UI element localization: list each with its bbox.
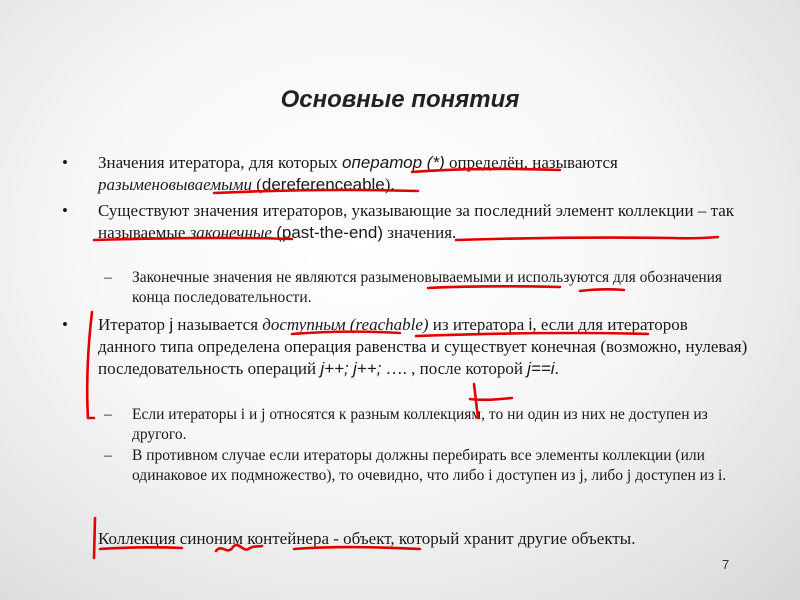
text-run: называется — [173, 315, 263, 334]
text-run: определён, называются — [444, 153, 618, 172]
paragraph-reachable — [98, 314, 748, 380]
text-run: …. , после которой — [381, 359, 528, 378]
text-run: , если для итераторов данного типа определена операция равенства и существует конечная (возможно, нулевая) последовательность операций — [98, 315, 748, 378]
annotation-bracket — [87, 312, 94, 418]
subparagraph-not-dereferenceable: Законечные значения не являются разыменовываемыми и используются для обозначения конца последовательности. — [132, 269, 723, 306]
annotation-bracket — [94, 518, 95, 558]
text-run-term: разыменовываемыми — [98, 175, 252, 194]
dash-marker: – — [104, 447, 112, 464]
annotation-underline — [470, 398, 512, 400]
page-number: 7 — [722, 557, 730, 572]
text-run-operator: оператор (*) — [342, 153, 445, 172]
text-run-term: законечные — [189, 223, 272, 242]
text-run-code: j++; — [320, 359, 349, 378]
text-run-code: j++; — [352, 359, 382, 378]
text-run: ( — [251, 175, 262, 194]
subparagraph-different-collections: Если итераторы i и j относятся к разным коллекциям, то ни один из них не доступен из другого. — [132, 406, 708, 443]
text-run-code: i — [528, 315, 533, 334]
text-run: Итератор — [98, 315, 170, 334]
bullet-marker: • — [62, 153, 68, 172]
bullet-marker: • — [62, 201, 68, 220]
slide-title: Основные понятия — [280, 86, 520, 113]
text-run-code: j — [169, 315, 174, 334]
text-run-term-en: dereferenceable — [261, 175, 385, 194]
paragraph-past-the-end — [98, 200, 748, 244]
text-run: Значения итератора, для которых — [98, 153, 343, 172]
dash-marker: – — [104, 406, 112, 423]
subparagraph-same-collection: В противном случае если итераторы должны перебирать все элементы коллекции (или одинаковое их подмножество), то очевидно, что либо i доступен из j, либо j доступен из i. — [132, 447, 727, 484]
bullet-marker: • — [62, 315, 68, 334]
dash-marker: – — [104, 269, 112, 286]
text-run-term: доступным (reachable) — [262, 315, 429, 334]
collection-definition: Коллекция синоним контейнера - объект, который хранит другие объекты. — [98, 529, 636, 548]
text-run-term-en: (past-the-end) — [276, 223, 383, 242]
text-run: . — [554, 359, 559, 378]
text-run: Существуют значения итераторов, указывающие за последний элемент коллекции – так называемые — [98, 201, 735, 242]
paragraph-dereferenceable — [98, 152, 748, 196]
text-run: значения. — [382, 223, 457, 242]
text-run: ). — [384, 175, 395, 194]
text-run-code: j==i — [527, 359, 555, 378]
text-run: из итератора — [428, 315, 529, 334]
